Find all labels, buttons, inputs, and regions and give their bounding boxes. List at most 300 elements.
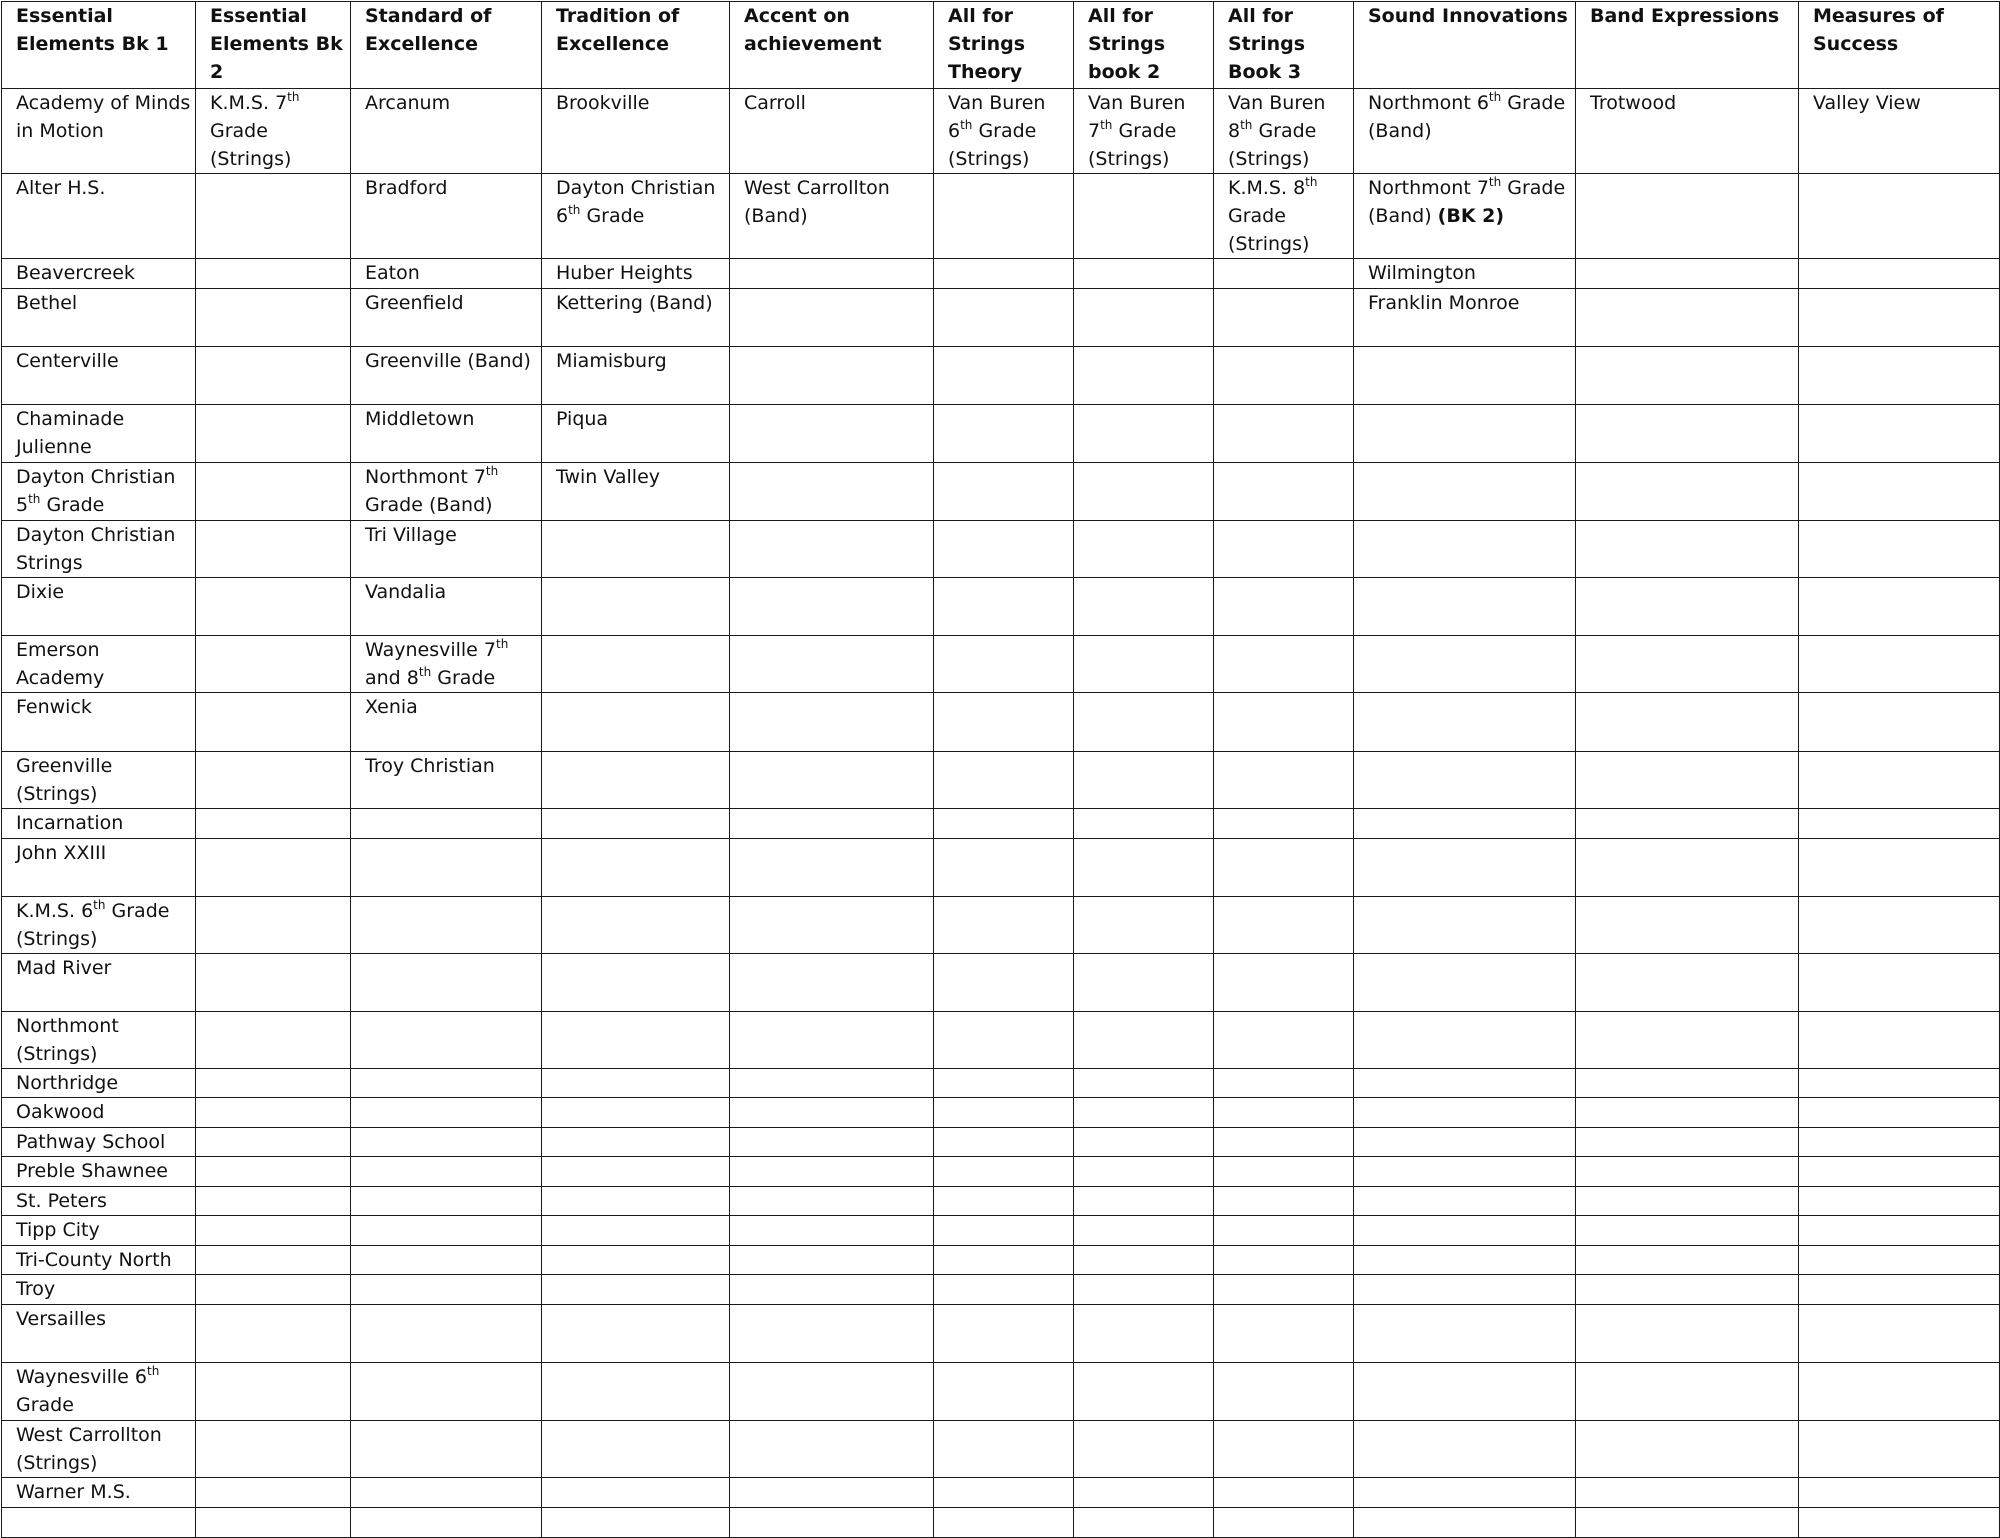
- column-header-label: Measures of Success: [1813, 5, 1944, 55]
- table-cell: [1799, 1363, 2000, 1421]
- table-cell: [2, 405, 196, 463]
- table-cell: [1074, 1275, 1214, 1305]
- table-cell: [1799, 405, 2000, 463]
- column-header-label: Essential Elements Bk 1: [16, 5, 169, 55]
- cell-text: Versailles: [16, 1308, 106, 1330]
- column-header-label: Band Expressions: [1590, 5, 1780, 27]
- table-cell: [1074, 1478, 1214, 1508]
- table-cell: [1576, 1275, 1799, 1305]
- table-cell: [2, 463, 196, 521]
- table-cell: [1074, 1098, 1214, 1128]
- table-cell: [934, 1069, 1074, 1098]
- table-cell: [542, 1069, 730, 1098]
- table-cell: [1214, 289, 1354, 347]
- cell-text: Wilmington: [1368, 262, 1476, 284]
- table-cell: [1799, 1508, 2000, 1538]
- table-cell: [934, 1478, 1074, 1508]
- table-cell: [934, 89, 1074, 174]
- table-cell: [196, 289, 351, 347]
- table-cell: [1074, 809, 1214, 839]
- table-cell: [934, 174, 1074, 259]
- cell-text: Emerson Academy: [16, 639, 105, 689]
- table-cell: [196, 809, 351, 839]
- table-cell: [196, 174, 351, 259]
- table-cell: [196, 1246, 351, 1275]
- table-cell: [1074, 1305, 1214, 1363]
- table-row: [2, 1305, 2000, 1363]
- table-cell: [1354, 693, 1576, 752]
- cell-text: Dayton Christian Strings: [16, 524, 176, 574]
- table-row: [2, 1421, 2000, 1478]
- table-cell: [934, 1275, 1074, 1305]
- table-row: [2, 693, 2000, 752]
- school-method-book-table: [1, 1, 2000, 1538]
- table-cell: [196, 1187, 351, 1216]
- table-cell: [542, 1098, 730, 1128]
- table-cell: [351, 174, 542, 259]
- table-cell: [1576, 1069, 1799, 1098]
- cell-text: Bradford: [365, 177, 448, 199]
- cell-text: Greenville (Band): [365, 350, 531, 372]
- table-cell: [730, 809, 934, 839]
- table-cell: [1799, 174, 2000, 259]
- table-row: [2, 1069, 2000, 1098]
- table-cell: [196, 839, 351, 897]
- table-cell: [934, 1157, 1074, 1187]
- table-cell: [1354, 1246, 1576, 1275]
- table-cell: [730, 1157, 934, 1187]
- table-cell: [351, 897, 542, 954]
- table-cell: [1214, 521, 1354, 578]
- table-cell: [2, 1069, 196, 1098]
- table-cell: [1074, 1216, 1214, 1246]
- table-cell: [351, 1508, 542, 1538]
- table-cell: [1354, 752, 1576, 809]
- table-cell: [542, 809, 730, 839]
- table-cell: [730, 1098, 934, 1128]
- cell-text: Tipp City: [16, 1219, 100, 1241]
- cell-text: West Carrollton (Band): [744, 177, 890, 227]
- table-cell: [934, 1508, 1074, 1538]
- cell-text: Pathway School: [16, 1131, 166, 1153]
- table-cell: [351, 405, 542, 463]
- table-row: [2, 289, 2000, 347]
- table-cell: [934, 1216, 1074, 1246]
- table-cell: [351, 1128, 542, 1157]
- table-cell: [351, 693, 542, 752]
- table-cell: [1354, 1069, 1576, 1098]
- table-cell: [1354, 809, 1576, 839]
- table-cell: [351, 463, 542, 521]
- table-cell: [2, 1216, 196, 1246]
- cell-text: Oakwood: [16, 1101, 105, 1123]
- table-cell: [934, 1098, 1074, 1128]
- table-row: [2, 1246, 2000, 1275]
- table-cell: [1074, 636, 1214, 693]
- table-cell: [1576, 1216, 1799, 1246]
- table-cell: [730, 521, 934, 578]
- table-cell: [542, 174, 730, 259]
- table-cell: [351, 289, 542, 347]
- table-cell: [934, 1363, 1074, 1421]
- cell-text: Van Buren 8th Grade (Strings): [1228, 92, 1326, 170]
- table-cell: [196, 693, 351, 752]
- table-cell: [1799, 839, 2000, 897]
- table-cell: [1799, 1098, 2000, 1128]
- table-cell: [2, 259, 196, 289]
- table-cell: [1354, 897, 1576, 954]
- table-cell: [1799, 693, 2000, 752]
- table-cell: [542, 259, 730, 289]
- table-cell: [351, 1421, 542, 1478]
- table-cell: [1576, 839, 1799, 897]
- table-cell: [1214, 1478, 1354, 1508]
- cell-text: Twin Valley: [556, 466, 661, 488]
- table-cell: [934, 1305, 1074, 1363]
- table-cell: [2, 521, 196, 578]
- table-cell: [1214, 1363, 1354, 1421]
- cell-text: Van Buren 6th Grade (Strings): [948, 92, 1046, 170]
- table-cell: [2, 693, 196, 752]
- table-cell: [730, 1246, 934, 1275]
- table-row: [2, 578, 2000, 636]
- table-cell: [934, 693, 1074, 752]
- cell-text: Academy of Minds in Motion: [16, 92, 191, 142]
- cell-text: Miamisburg: [556, 350, 667, 372]
- table-cell: [1074, 347, 1214, 405]
- table-cell: [1354, 839, 1576, 897]
- table-cell: [1074, 839, 1214, 897]
- table-cell: [730, 89, 934, 174]
- table-cell: [1354, 1128, 1576, 1157]
- table-cell: [1576, 578, 1799, 636]
- table-cell: [1354, 463, 1576, 521]
- table-cell: [196, 752, 351, 809]
- table-cell: [2, 809, 196, 839]
- table-cell: [1354, 1363, 1576, 1421]
- table-row: [2, 1187, 2000, 1216]
- table-cell: [934, 636, 1074, 693]
- table-cell: [1354, 347, 1576, 405]
- table-cell: [1074, 897, 1214, 954]
- table-cell: [2, 578, 196, 636]
- table-cell: [2, 89, 196, 174]
- table-cell: [1214, 636, 1354, 693]
- table-cell: [542, 1216, 730, 1246]
- table-cell: [1576, 693, 1799, 752]
- column-header-label: Tradition of Excellence: [556, 5, 680, 55]
- table-cell: [1074, 521, 1214, 578]
- table-cell: [730, 347, 934, 405]
- table-cell: [1576, 1508, 1799, 1538]
- table-row: [2, 405, 2000, 463]
- column-header: [1576, 2, 1799, 89]
- table-cell: [1354, 1187, 1576, 1216]
- table-cell: [730, 1216, 934, 1246]
- table-cell: [1576, 405, 1799, 463]
- table-cell: [351, 578, 542, 636]
- table-cell: [934, 289, 1074, 347]
- table-cell: [196, 578, 351, 636]
- table-cell: [1214, 954, 1354, 1012]
- table-cell: [730, 578, 934, 636]
- table-cell: [1354, 521, 1576, 578]
- table-cell: [1799, 1246, 2000, 1275]
- column-header: [934, 2, 1074, 89]
- table-cell: [1354, 1157, 1576, 1187]
- table-cell: [1214, 463, 1354, 521]
- table-cell: [351, 636, 542, 693]
- cell-text: Troy Christian: [365, 755, 495, 777]
- table-cell: [542, 636, 730, 693]
- table-cell: [1074, 463, 1214, 521]
- table-cell: [1214, 1128, 1354, 1157]
- table-row: [2, 89, 2000, 174]
- table-cell: [1576, 1128, 1799, 1157]
- table-cell: [1799, 578, 2000, 636]
- table-cell: [542, 1187, 730, 1216]
- table-cell: [730, 1305, 934, 1363]
- table-cell: [196, 1012, 351, 1069]
- cell-text: Tri Village: [365, 524, 457, 546]
- cell-text: Fenwick: [16, 696, 92, 718]
- table-cell: [1576, 521, 1799, 578]
- table-cell: [1214, 1098, 1354, 1128]
- table-cell: [1074, 752, 1214, 809]
- table-cell: [934, 1128, 1074, 1157]
- table-row: [2, 752, 2000, 809]
- table-cell: [542, 839, 730, 897]
- table-cell: [2, 1508, 196, 1538]
- table-cell: [351, 259, 542, 289]
- table-cell: [351, 1246, 542, 1275]
- column-header-label: All for Strings Book 3: [1228, 5, 1306, 83]
- table-cell: [351, 839, 542, 897]
- table-cell: [730, 463, 934, 521]
- table-cell: [1074, 578, 1214, 636]
- table-row: [2, 1363, 2000, 1421]
- table-cell: [1576, 1157, 1799, 1187]
- table-row: [2, 1508, 2000, 1538]
- table-cell: [542, 1508, 730, 1538]
- table-cell: [934, 1012, 1074, 1069]
- table-cell: [934, 1246, 1074, 1275]
- table-cell: [1074, 1508, 1214, 1538]
- cell-text: Northridge: [16, 1072, 119, 1094]
- table-cell: [351, 521, 542, 578]
- table-cell: [1576, 259, 1799, 289]
- table-cell: [730, 897, 934, 954]
- table-cell: [1576, 1012, 1799, 1069]
- table-cell: [542, 1246, 730, 1275]
- table-cell: [1576, 1187, 1799, 1216]
- table-header: [2, 2, 2000, 89]
- table-cell: [1799, 1216, 2000, 1246]
- table-cell: [2, 1421, 196, 1478]
- table-cell: [196, 89, 351, 174]
- table-row: [2, 839, 2000, 897]
- table-cell: [1214, 1069, 1354, 1098]
- table-row: [2, 463, 2000, 521]
- table-cell: [1799, 809, 2000, 839]
- table-cell: [1074, 1363, 1214, 1421]
- table-cell: [1074, 1421, 1214, 1478]
- table-cell: [196, 259, 351, 289]
- table-cell: [1074, 1128, 1214, 1157]
- table-cell: [1354, 289, 1576, 347]
- cell-text: Van Buren 7th Grade (Strings): [1088, 92, 1186, 170]
- table-cell: [351, 954, 542, 1012]
- table-row: [2, 347, 2000, 405]
- table-cell: [1074, 1069, 1214, 1098]
- table-cell: [196, 405, 351, 463]
- table-cell: [730, 174, 934, 259]
- table-cell: [730, 752, 934, 809]
- table-cell: [196, 521, 351, 578]
- table-cell: [1214, 839, 1354, 897]
- cell-text: Trotwood: [1590, 92, 1677, 114]
- table-cell: [2, 636, 196, 693]
- table-cell: [1074, 1157, 1214, 1187]
- table-cell: [542, 1363, 730, 1421]
- table-cell: [1354, 1098, 1576, 1128]
- table-cell: [730, 1421, 934, 1478]
- table-cell: [1576, 954, 1799, 1012]
- table-cell: [934, 578, 1074, 636]
- table-cell: [1799, 1012, 2000, 1069]
- table-cell: [1214, 1246, 1354, 1275]
- table-cell: [351, 347, 542, 405]
- table-cell: [351, 1305, 542, 1363]
- table-cell: [196, 897, 351, 954]
- table-cell: [1576, 463, 1799, 521]
- table-cell: [1074, 174, 1214, 259]
- cell-text: St. Peters: [16, 1190, 107, 1212]
- cell-text: Bethel: [16, 292, 78, 314]
- table-cell: [196, 1363, 351, 1421]
- cell-text: Brookville: [556, 92, 650, 114]
- table-cell: [1354, 1508, 1576, 1538]
- cell-text: John XXIII: [16, 842, 107, 864]
- table-cell: [542, 1012, 730, 1069]
- table-cell: [1214, 809, 1354, 839]
- table-cell: [1799, 1128, 2000, 1157]
- cell-text: Northmont 7th Grade (Band) (BK 2): [1368, 175, 1566, 227]
- table-cell: [2, 1157, 196, 1187]
- table-row: [2, 521, 2000, 578]
- table-cell: [1799, 1157, 2000, 1187]
- table-cell: [730, 1012, 934, 1069]
- table-cell: [542, 1305, 730, 1363]
- cell-text: Carroll: [744, 92, 806, 114]
- table-cell: [934, 897, 1074, 954]
- table-cell: [196, 1216, 351, 1246]
- table-cell: [934, 1187, 1074, 1216]
- table-cell: [2, 347, 196, 405]
- table-cell: [730, 405, 934, 463]
- table-cell: [1074, 289, 1214, 347]
- table-cell: [542, 347, 730, 405]
- table-cell: [934, 259, 1074, 289]
- table-cell: [351, 1478, 542, 1508]
- table-cell: [2, 752, 196, 809]
- table-cell: [1354, 1478, 1576, 1508]
- table-cell: [934, 405, 1074, 463]
- table-cell: [1799, 463, 2000, 521]
- table-cell: [1354, 1216, 1576, 1246]
- table-row: [2, 1098, 2000, 1128]
- table-cell: [351, 752, 542, 809]
- table-cell: [730, 1478, 934, 1508]
- table-cell: [1354, 1012, 1576, 1069]
- table-cell: [1214, 1157, 1354, 1187]
- table-cell: [1354, 174, 1576, 259]
- table-cell: [1576, 174, 1799, 259]
- cell-text: Greenfield: [365, 292, 464, 314]
- cell-text: Beavercreek: [16, 262, 135, 284]
- cell-text: Chaminade Julienne: [16, 408, 125, 458]
- cell-text: Alter H.S.: [16, 177, 106, 199]
- table-cell: [196, 1069, 351, 1098]
- table-cell: [934, 521, 1074, 578]
- table-cell: [196, 1128, 351, 1157]
- table-cell: [934, 954, 1074, 1012]
- cell-text: Middletown: [365, 408, 475, 430]
- table-cell: [1799, 89, 2000, 174]
- cell-text: Xenia: [365, 696, 418, 718]
- cell-text: Preble Shawnee: [16, 1160, 168, 1182]
- table-cell: [1214, 259, 1354, 289]
- table-cell: [1074, 693, 1214, 752]
- table-cell: [1576, 809, 1799, 839]
- table-cell: [1354, 578, 1576, 636]
- table-cell: [1576, 1098, 1799, 1128]
- table-cell: [1799, 752, 2000, 809]
- table-cell: [1214, 1012, 1354, 1069]
- table-cell: [730, 1508, 934, 1538]
- table-cell: [1354, 1421, 1576, 1478]
- table-cell: [1799, 954, 2000, 1012]
- table-cell: [1799, 1069, 2000, 1098]
- table-cell: [542, 1128, 730, 1157]
- cell-text: Northmont 6th Grade (Band): [1368, 90, 1566, 142]
- cell-text: Vandalia: [365, 581, 447, 603]
- column-header: [2, 2, 196, 89]
- table-cell: [1799, 521, 2000, 578]
- cell-text: Kettering (Band): [556, 292, 713, 314]
- cell-text: K.M.S. 7th Grade (Strings): [210, 90, 300, 170]
- table-cell: [2, 1098, 196, 1128]
- column-header: [1074, 2, 1214, 89]
- table-cell: [2, 1275, 196, 1305]
- table-cell: [1354, 259, 1576, 289]
- table-row: [2, 1216, 2000, 1246]
- table-cell: [2, 174, 196, 259]
- table-cell: [1576, 1478, 1799, 1508]
- table-cell: [196, 954, 351, 1012]
- table-cell: [196, 1478, 351, 1508]
- table-cell: [542, 578, 730, 636]
- table-cell: [196, 636, 351, 693]
- cell-text: Northmont (Strings): [16, 1015, 119, 1065]
- column-header-label: All for Strings Theory: [948, 5, 1026, 83]
- table-cell: [542, 289, 730, 347]
- cell-text: Dayton Christian 6th Grade: [556, 177, 716, 227]
- table-cell: [1576, 289, 1799, 347]
- column-header: [351, 2, 542, 89]
- table-cell: [196, 1098, 351, 1128]
- column-header: [1214, 2, 1354, 89]
